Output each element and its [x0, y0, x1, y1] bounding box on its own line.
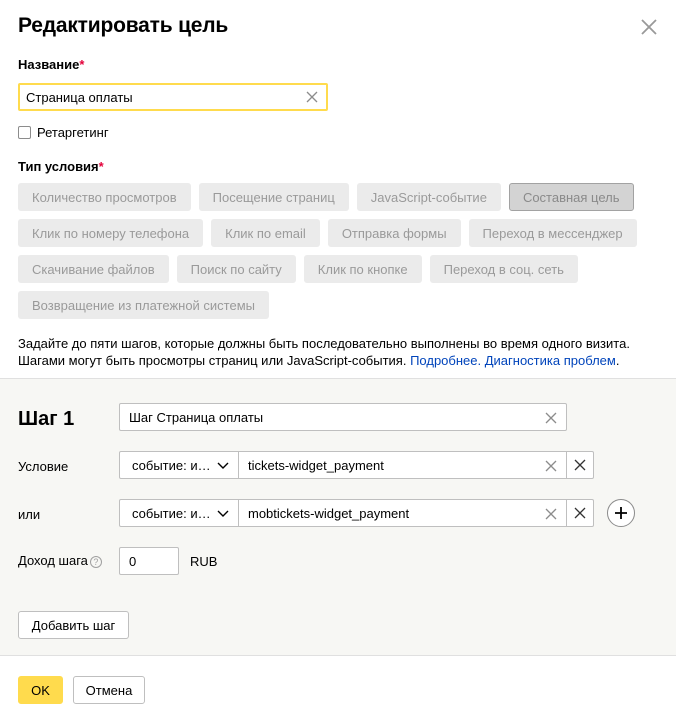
step-name-field [119, 403, 567, 431]
condition-value-field-2 [238, 499, 567, 527]
clear-icon [544, 507, 558, 521]
cancel-button[interactable]: Отмена [73, 676, 145, 704]
remove-condition-button-1[interactable] [566, 451, 594, 479]
name-clear-button[interactable] [305, 90, 319, 104]
clear-icon [544, 411, 558, 425]
condition-type-button[interactable]: JavaScript-событие [357, 183, 501, 211]
more-link[interactable]: Подробнее. [410, 353, 482, 368]
condition-type-row [18, 183, 658, 211]
info-text: Задайте до пяти шагов, которые должны быть последовательно выполнены во время одного визита. Шагами могут быть просмотры страниц или JavaScript-события. Подробнее. Диагностика проблем. [18, 336, 630, 368]
condition-type-button[interactable]: Посещение страниц [199, 183, 349, 211]
dialog-title: Редактировать цель [18, 14, 229, 37]
info-line-2: Шагами могут быть просмотры страниц или JavaScript-события. [18, 353, 407, 368]
condition-value-field-1 [238, 451, 567, 479]
clear-icon [544, 459, 558, 473]
condition-value-clear-1[interactable] [544, 459, 558, 473]
condition-type-row [18, 291, 658, 319]
retargeting-row[interactable] [18, 125, 109, 140]
currency-label: RUB [190, 554, 218, 569]
income-field [119, 547, 179, 575]
condition-value-input-2[interactable] [239, 501, 566, 525]
condition-type-button[interactable]: Скачивание файлов [18, 255, 169, 283]
condition-type-button[interactable]: Клик по email [211, 219, 320, 247]
add-condition-button[interactable] [607, 499, 635, 527]
step-name-input[interactable] [120, 405, 566, 429]
name-input[interactable] [20, 85, 290, 109]
add-step-button[interactable]: Добавить шаг [18, 611, 129, 639]
info-line-1: Задайте до пяти шагов, которые должны быть последовательно выполнены во время одного визита. [18, 336, 630, 351]
condition-type-button[interactable]: Составная цель [509, 183, 634, 211]
or-label: или [18, 507, 41, 522]
condition-type-button[interactable]: Возвращение из платежной системы [18, 291, 269, 319]
step-title: Шаг 1 [18, 408, 75, 430]
remove-condition-button-2[interactable] [566, 499, 594, 527]
name-input-wrapper [18, 83, 328, 111]
condition-type-button[interactable]: Переход в соц. сеть [430, 255, 578, 283]
condition-type-button[interactable]: Переход в мессенджер [469, 219, 637, 247]
retargeting-label: Ретаргетинг [37, 125, 109, 140]
condition-type-button[interactable]: Количество просмотров [18, 183, 191, 211]
condition-value-clear-2[interactable] [544, 507, 558, 521]
clear-icon [305, 90, 319, 104]
condition-type-label: Тип условия* [18, 159, 104, 174]
close-icon [573, 506, 587, 520]
condition-value-input-1[interactable] [239, 453, 566, 477]
condition-type-row [18, 255, 658, 283]
step-name-clear-button[interactable] [544, 411, 558, 425]
chevron-down-icon [217, 508, 229, 518]
income-label: Доход шага ? [18, 553, 102, 568]
retargeting-checkbox[interactable] [18, 126, 31, 139]
condition-type-button[interactable]: Отправка формы [328, 219, 461, 247]
condition-type-buttons [18, 183, 658, 327]
condition-type-select-2[interactable]: событие: и… [119, 499, 239, 527]
name-label: Название* [18, 57, 85, 72]
ok-button[interactable]: OK [18, 676, 63, 704]
condition-type-row [18, 219, 658, 247]
condition-type-button[interactable]: Клик по номеру телефона [18, 219, 203, 247]
condition-type-button[interactable]: Клик по кнопке [304, 255, 422, 283]
close-icon [573, 458, 587, 472]
condition-type-select-1[interactable]: событие: и… [119, 451, 239, 479]
help-icon[interactable]: ? [90, 556, 102, 568]
close-button[interactable] [638, 16, 660, 38]
condition-label: Условие [18, 459, 69, 474]
chevron-down-icon [217, 460, 229, 470]
condition-type-button[interactable]: Поиск по сайту [177, 255, 296, 283]
income-input[interactable] [120, 549, 178, 573]
plus-icon [614, 506, 628, 520]
close-icon [638, 16, 660, 38]
diagnostics-link[interactable]: Диагностика проблем [484, 353, 616, 368]
